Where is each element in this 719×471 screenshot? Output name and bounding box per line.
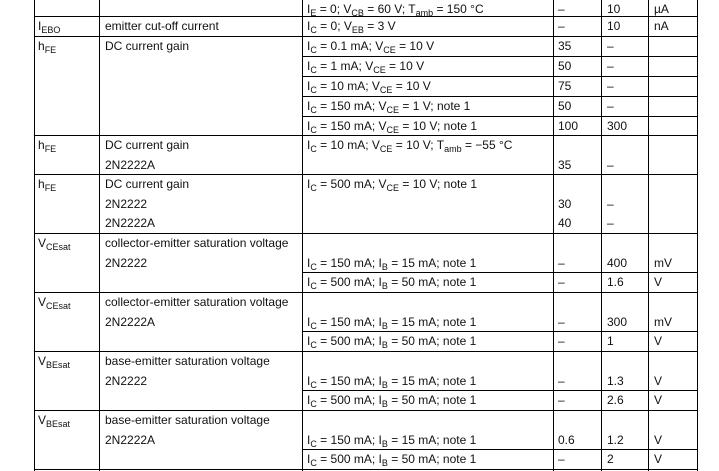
cell-conditions: $I_C = 500$ mA; $I_B = 50$ mA; note 1 bbox=[307, 452, 477, 468]
cell-min: 50 bbox=[558, 99, 572, 113]
table-rule bbox=[302, 390, 697, 391]
cell-parameter: collector-emitter saturation voltage bbox=[105, 236, 289, 250]
cell-symbol: $I_{EBO}$ bbox=[38, 19, 61, 35]
cell-conditions: $I_C = 500$ mA; $V_{CE} = 10$ V; note 1 bbox=[307, 177, 478, 193]
cell-min: – bbox=[558, 256, 565, 270]
table-rule bbox=[34, 469, 697, 470]
cell-parameter: 2N2222 bbox=[105, 374, 148, 388]
cell-unit: V bbox=[654, 334, 663, 348]
table-column-rule bbox=[697, 0, 698, 471]
table-rule bbox=[34, 351, 697, 352]
cell-min: – bbox=[558, 2, 565, 16]
cell-max: – bbox=[607, 216, 614, 230]
cell-max: 1 bbox=[607, 334, 614, 348]
table-rule bbox=[302, 56, 697, 57]
cell-unit: V bbox=[654, 433, 663, 447]
cell-min: 100 bbox=[558, 119, 579, 133]
table-column-rule bbox=[34, 0, 35, 471]
cell-unit: mV bbox=[654, 256, 672, 270]
cell-conditions: $I_E = 0$; $V_{CB} = 60$ V; $T_{amb} = 150$ °C bbox=[307, 2, 484, 18]
cell-conditions: $I_C = 150$ mA; $I_B = 15$ mA; note 1 bbox=[307, 433, 477, 449]
cell-max: – bbox=[607, 59, 614, 73]
table-rule bbox=[34, 16, 697, 17]
cell-conditions: $I_C = 150$ mA; $I_B = 15$ mA; note 1 bbox=[307, 315, 477, 331]
cell-conditions: $I_C = 10$ mA; $V_{CE} = 10$ V; $T_{amb} = -55$ °C bbox=[307, 138, 513, 154]
table-rule bbox=[34, 36, 697, 37]
cell-conditions: $I_C = 500$ mA; $I_B = 50$ mA; note 1 bbox=[307, 393, 477, 409]
cell-parameter: 2N2222A bbox=[105, 216, 156, 230]
table-rule bbox=[302, 449, 697, 450]
cell-parameter: base-emitter saturation voltage bbox=[105, 354, 270, 368]
cell-min: – bbox=[558, 393, 565, 407]
cell-min: 40 bbox=[558, 216, 572, 230]
cell-min: 35 bbox=[558, 158, 572, 172]
table-column-rule bbox=[648, 0, 649, 471]
cell-unit: V bbox=[654, 374, 663, 388]
cell-unit: mV bbox=[654, 315, 672, 329]
table-rule bbox=[34, 233, 697, 234]
cell-conditions: $I_C = 500$ mA; $I_B = 50$ mA; note 1 bbox=[307, 334, 477, 350]
table-column-rule bbox=[601, 0, 602, 471]
cell-max: – bbox=[607, 39, 614, 53]
cell-parameter: DC current gain bbox=[105, 39, 190, 53]
cell-max: 10 bbox=[607, 2, 621, 16]
cell-unit: V bbox=[654, 452, 663, 466]
cell-parameter: DC current gain bbox=[105, 138, 190, 152]
cell-parameter: collector-emitter saturation voltage bbox=[105, 295, 289, 309]
cell-unit: nA bbox=[654, 19, 669, 33]
cell-max: 10 bbox=[607, 19, 621, 33]
cell-parameter: 2N2222 bbox=[105, 256, 148, 270]
cell-min: 30 bbox=[558, 197, 572, 211]
cell-min: – bbox=[558, 315, 565, 329]
table-rule bbox=[302, 272, 697, 273]
cell-symbol: $h_{FE}$ bbox=[38, 39, 57, 55]
table-column-rule bbox=[99, 0, 100, 471]
cell-parameter: 2N2222A bbox=[105, 158, 156, 172]
table-rule bbox=[34, 174, 697, 175]
table-column-rule bbox=[553, 0, 554, 471]
cell-min: 0.6 bbox=[558, 433, 575, 447]
cell-min: 35 bbox=[558, 39, 572, 53]
cell-min: – bbox=[558, 452, 565, 466]
table-rule bbox=[302, 96, 697, 97]
table-rule bbox=[34, 135, 697, 136]
cell-symbol: $h_{FE}$ bbox=[38, 138, 57, 154]
cell-min: 75 bbox=[558, 79, 572, 93]
cell-parameter: 2N2222A bbox=[105, 433, 156, 447]
table-rule bbox=[302, 331, 697, 332]
cell-min: – bbox=[558, 19, 565, 33]
table-rule bbox=[302, 76, 697, 77]
cell-parameter: base-emitter saturation voltage bbox=[105, 413, 270, 427]
cell-max: 400 bbox=[607, 256, 628, 270]
cell-max: 1.3 bbox=[607, 374, 624, 388]
cell-conditions: $I_C = 150$ mA; $I_B = 15$ mA; note 1 bbox=[307, 256, 477, 272]
cell-max: – bbox=[607, 99, 614, 113]
cell-max: 2 bbox=[607, 452, 614, 466]
cell-conditions: $I_C = 150$ mA; $V_{CE} = 1$ V; note 1 bbox=[307, 99, 471, 115]
cell-max: – bbox=[607, 79, 614, 93]
cell-max: 1.2 bbox=[607, 433, 624, 447]
cell-max: 300 bbox=[607, 315, 628, 329]
cell-max: 300 bbox=[607, 119, 628, 133]
cell-max: 2.6 bbox=[607, 393, 624, 407]
cell-symbol: $V_{BEsat}$ bbox=[38, 413, 71, 429]
cell-parameter: emitter cut-off current bbox=[105, 19, 219, 33]
table-rule bbox=[34, 410, 697, 411]
cell-min: – bbox=[558, 275, 565, 289]
cell-conditions: $I_C = 500$ mA; $I_B = 50$ mA; note 1 bbox=[307, 275, 477, 291]
cell-symbol: $V_{CEsat}$ bbox=[38, 295, 71, 311]
cell-conditions: $I_C = 0$; $V_{EB} = 3$ V bbox=[307, 19, 396, 35]
cell-conditions: $I_C = 150$ mA; $V_{CE} = 10$ V; note 1 bbox=[307, 119, 478, 135]
cell-conditions: $I_C = 0.1$ mA; $V_{CE} = 10$ V bbox=[307, 39, 435, 55]
cell-conditions: $I_C = 10$ mA; $V_{CE} = 10$ V bbox=[307, 79, 431, 95]
cell-max: – bbox=[607, 158, 614, 172]
cell-symbol: $h_{FE}$ bbox=[38, 177, 57, 193]
cell-unit: µA bbox=[654, 2, 669, 16]
cell-unit: V bbox=[654, 393, 663, 407]
cell-parameter: 2N2222 bbox=[105, 197, 148, 211]
cell-symbol: $V_{BEsat}$ bbox=[38, 354, 71, 370]
cell-unit: V bbox=[654, 275, 663, 289]
cell-symbol: $V_{CEsat}$ bbox=[38, 236, 71, 252]
cell-min: – bbox=[558, 334, 565, 348]
table-rule bbox=[302, 116, 697, 117]
cell-min: – bbox=[558, 374, 565, 388]
cell-parameter: 2N2222A bbox=[105, 315, 156, 329]
cell-parameter: DC current gain bbox=[105, 177, 190, 191]
cell-conditions: $I_C = 150$ mA; $I_B = 15$ mA; note 1 bbox=[307, 374, 477, 390]
table-rule bbox=[34, 292, 697, 293]
cell-max: 1.6 bbox=[607, 275, 624, 289]
cell-conditions: $I_C = 1$ mA; $V_{CE} = 10$ V bbox=[307, 59, 425, 75]
table-column-rule bbox=[302, 0, 303, 471]
cell-min: 50 bbox=[558, 59, 572, 73]
cell-max: – bbox=[607, 197, 614, 211]
